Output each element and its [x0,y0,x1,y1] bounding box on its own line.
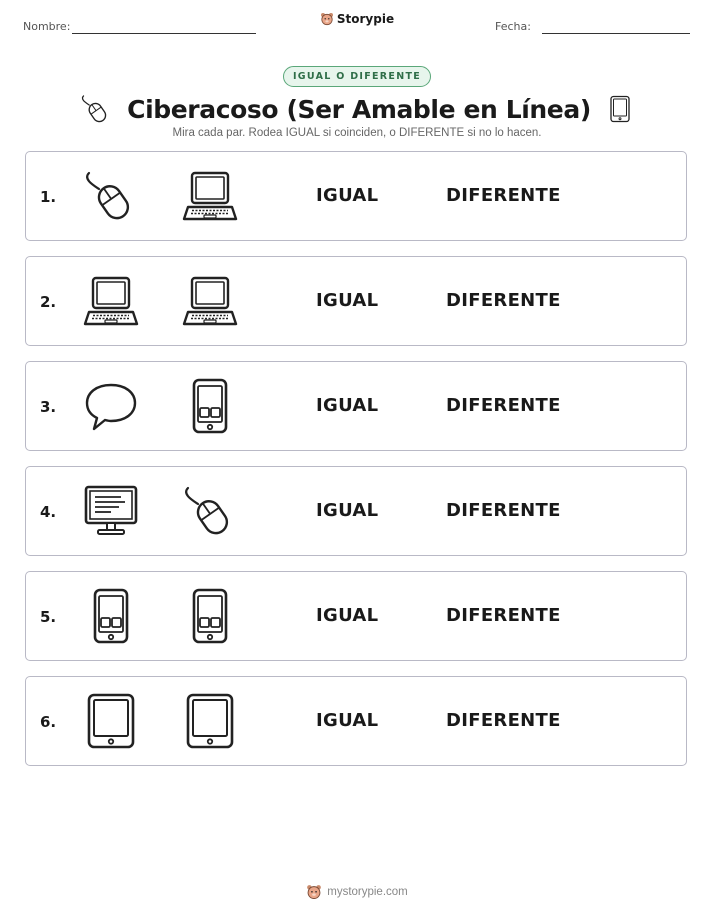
speech-bubble-icon [81,377,141,435]
option-same[interactable]: IGUAL [316,395,379,416]
laptop-icon [81,272,141,330]
question-row-3 [25,361,687,451]
bear-logo-icon [306,884,322,900]
option-same[interactable]: IGUAL [316,710,379,731]
smartphone-icon [180,587,240,645]
tablet-icon [605,93,635,125]
question-number: 1. [40,188,57,206]
question-number: 6. [40,713,57,731]
question-number: 5. [40,608,57,626]
footer-url[interactable]: mystorypie.com [327,886,408,898]
option-different[interactable]: DIFERENTE [446,710,561,731]
option-different[interactable]: DIFERENTE [446,395,561,416]
mouse-icon [81,167,141,225]
monitor-icon [81,482,141,540]
question-row-2 [25,256,687,346]
option-different[interactable]: DIFERENTE [446,290,561,311]
bear-logo-icon [320,12,334,26]
question-row-4 [25,466,687,556]
option-same[interactable]: IGUAL [316,605,379,626]
smartphone-icon [180,377,240,435]
brand-logo [0,12,714,31]
activity-badge: IGUAL O DIFERENTE [283,66,431,87]
title-row [0,90,714,128]
smartphone-icon [81,587,141,645]
option-same[interactable]: IGUAL [316,500,379,521]
mouse-icon [79,92,113,126]
question-row-1 [25,151,687,241]
laptop-icon [180,167,240,225]
name-label: Nombre: [23,20,71,33]
question-row-5 [25,571,687,661]
brand-name: Storypie [336,12,395,26]
mouse-icon [180,482,240,540]
question-number: 2. [40,293,57,311]
question-row-6 [25,676,687,766]
worksheet-header [0,0,714,50]
name-line[interactable] [72,33,256,34]
option-different[interactable]: DIFERENTE [446,185,561,206]
date-label: Fecha: [495,20,531,33]
instructions: Mira cada par. Rodea IGUAL si coinciden, o DIFERENTE si no lo hacen. [172,127,542,139]
option-same[interactable]: IGUAL [316,185,379,206]
page-title: Ciberacoso (Ser Amable en Línea) [127,94,591,124]
laptop-icon [180,272,240,330]
question-number: 3. [40,398,57,416]
option-different[interactable]: DIFERENTE [446,605,561,626]
date-line[interactable] [542,33,690,34]
option-different[interactable]: DIFERENTE [446,500,561,521]
footer [0,884,714,905]
tablet-icon [180,692,240,750]
tablet-icon [81,692,141,750]
option-same[interactable]: IGUAL [316,290,379,311]
question-number: 4. [40,503,57,521]
